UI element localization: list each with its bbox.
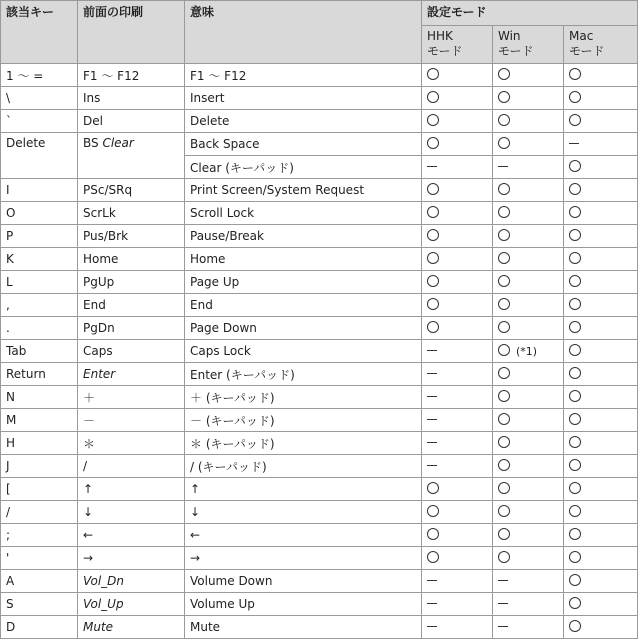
cell-hhk bbox=[422, 593, 493, 616]
cell-hhk bbox=[422, 340, 493, 363]
cell-printed: / bbox=[78, 455, 185, 478]
header-setting-mode: 設定モード bbox=[422, 1, 638, 26]
table-row bbox=[1, 386, 638, 409]
circle-icon bbox=[569, 183, 581, 195]
printed-italic: Clear bbox=[98, 136, 134, 150]
circle-icon bbox=[569, 206, 581, 218]
cell-mac bbox=[564, 570, 638, 593]
cell-key: ` bbox=[1, 110, 78, 133]
cell-hhk bbox=[422, 570, 493, 593]
cell-printed bbox=[78, 593, 185, 616]
cell-meaning: Volume Up bbox=[185, 593, 422, 616]
circle-icon bbox=[427, 528, 439, 540]
cell-mac bbox=[564, 179, 638, 202]
table-row bbox=[1, 202, 638, 225]
dash-icon bbox=[427, 465, 437, 466]
circle-icon bbox=[569, 229, 581, 241]
cell-win bbox=[493, 179, 564, 202]
cell-mac bbox=[564, 87, 638, 110]
printed-italic: Mute bbox=[83, 620, 114, 634]
cell-win bbox=[493, 386, 564, 409]
cell-mac bbox=[564, 524, 638, 547]
cell-key: K bbox=[1, 248, 78, 271]
cell-win bbox=[493, 87, 564, 110]
cell-mac bbox=[564, 317, 638, 340]
circle-icon bbox=[569, 528, 581, 540]
cell-mac bbox=[564, 593, 638, 616]
cell-win bbox=[493, 478, 564, 501]
circle-icon bbox=[569, 252, 581, 264]
cell-meaning: / (キーパッド) bbox=[185, 455, 422, 478]
circle-icon bbox=[427, 206, 439, 218]
circle-icon bbox=[569, 367, 581, 379]
cell-meaning: Home bbox=[185, 248, 422, 271]
circle-icon bbox=[427, 551, 439, 563]
dash-icon bbox=[427, 442, 437, 443]
circle-icon bbox=[427, 321, 439, 333]
circle-icon bbox=[498, 344, 510, 356]
cell-meaning: End bbox=[185, 294, 422, 317]
cell-mac bbox=[564, 478, 638, 501]
header-mode-hhk bbox=[422, 26, 493, 64]
cell-key: I bbox=[1, 179, 78, 202]
cell-mac bbox=[564, 363, 638, 386]
dash-icon bbox=[427, 419, 437, 420]
cell-printed: ↓ bbox=[78, 501, 185, 524]
circle-icon bbox=[569, 275, 581, 287]
cell-win bbox=[493, 340, 564, 363]
cell-meaning: → bbox=[185, 547, 422, 570]
table-row bbox=[1, 524, 638, 547]
dash-icon bbox=[427, 580, 437, 581]
dash-icon bbox=[498, 166, 508, 167]
circle-icon bbox=[427, 275, 439, 287]
table-row bbox=[1, 110, 638, 133]
cell-meaning: Page Up bbox=[185, 271, 422, 294]
table-row bbox=[1, 340, 638, 363]
cell-meaning: F1 〜 F12 bbox=[185, 64, 422, 87]
mode-name: Win bbox=[498, 29, 521, 43]
cell-printed: ScrLk bbox=[78, 202, 185, 225]
cell-printed: BS Clear bbox=[78, 133, 185, 179]
cell-hhk bbox=[422, 202, 493, 225]
cell-mac bbox=[564, 432, 638, 455]
cell-meaning: Volume Down bbox=[185, 570, 422, 593]
cell-hhk bbox=[422, 179, 493, 202]
circle-icon bbox=[498, 505, 510, 517]
header-printed: 前面の印刷 bbox=[78, 1, 185, 64]
cell-printed bbox=[78, 363, 185, 386]
cell-win bbox=[493, 64, 564, 87]
cell-printed: ← bbox=[78, 524, 185, 547]
cell-meaning: － (キーパッド) bbox=[185, 409, 422, 432]
dash-icon bbox=[427, 396, 437, 397]
cell-printed: PgDn bbox=[78, 317, 185, 340]
table-body bbox=[1, 64, 638, 639]
cell-mac bbox=[564, 616, 638, 639]
cell-hhk bbox=[422, 455, 493, 478]
cell-key: \ bbox=[1, 87, 78, 110]
cell-win bbox=[493, 271, 564, 294]
cell-win bbox=[493, 225, 564, 248]
cell-mac bbox=[564, 547, 638, 570]
cell-printed: Home bbox=[78, 248, 185, 271]
cell-win bbox=[493, 432, 564, 455]
cell-key: J bbox=[1, 455, 78, 478]
dash-icon bbox=[498, 603, 508, 604]
circle-icon bbox=[498, 551, 510, 563]
circle-icon bbox=[498, 183, 510, 195]
cell-key: [ bbox=[1, 478, 78, 501]
cell-printed: → bbox=[78, 547, 185, 570]
circle-icon bbox=[498, 413, 510, 425]
circle-icon bbox=[498, 436, 510, 448]
mode-sub: モード bbox=[569, 44, 605, 58]
table-row bbox=[1, 593, 638, 616]
cell-key: Tab bbox=[1, 340, 78, 363]
dash-icon bbox=[498, 580, 508, 581]
circle-icon bbox=[427, 505, 439, 517]
cell-printed: ↑ bbox=[78, 478, 185, 501]
cell-mac bbox=[564, 133, 638, 156]
cell-mac bbox=[564, 455, 638, 478]
cell-key: Delete bbox=[1, 133, 78, 179]
cell-meaning: ↓ bbox=[185, 501, 422, 524]
cell-hhk bbox=[422, 524, 493, 547]
circle-icon bbox=[498, 137, 510, 149]
circle-icon bbox=[498, 275, 510, 287]
cell-hhk bbox=[422, 432, 493, 455]
table-row bbox=[1, 317, 638, 340]
cell-mac bbox=[564, 271, 638, 294]
dash-icon bbox=[427, 350, 437, 351]
cell-key: ' bbox=[1, 547, 78, 570]
header-mode-win bbox=[493, 26, 564, 64]
cell-key: L bbox=[1, 271, 78, 294]
cell-meaning: Insert bbox=[185, 87, 422, 110]
cell-hhk bbox=[422, 87, 493, 110]
dash-icon bbox=[569, 143, 579, 144]
circle-icon bbox=[569, 413, 581, 425]
cell-meaning: ＋ (キーパッド) bbox=[185, 386, 422, 409]
cell-mac bbox=[564, 202, 638, 225]
header-key: 該当キー bbox=[1, 1, 78, 64]
cell-mac bbox=[564, 501, 638, 524]
cell-meaning: Scroll Lock bbox=[185, 202, 422, 225]
cell-mac bbox=[564, 340, 638, 363]
cell-meaning: Back Space bbox=[185, 133, 422, 156]
cell-key: P bbox=[1, 225, 78, 248]
circle-icon bbox=[427, 298, 439, 310]
cell-win bbox=[493, 133, 564, 156]
footnote-ref: (*1) bbox=[516, 345, 538, 358]
circle-icon bbox=[427, 68, 439, 80]
circle-icon bbox=[427, 183, 439, 195]
circle-icon bbox=[427, 137, 439, 149]
circle-icon bbox=[569, 620, 581, 632]
cell-hhk bbox=[422, 317, 493, 340]
table-row bbox=[1, 455, 638, 478]
mode-sub: モード bbox=[427, 44, 463, 58]
table-row bbox=[1, 547, 638, 570]
cell-hhk bbox=[422, 64, 493, 87]
circle-icon bbox=[569, 321, 581, 333]
cell-hhk bbox=[422, 478, 493, 501]
cell-win bbox=[493, 616, 564, 639]
table-row bbox=[1, 570, 638, 593]
circle-icon bbox=[569, 597, 581, 609]
cell-key: ; bbox=[1, 524, 78, 547]
cell-printed bbox=[78, 616, 185, 639]
table-header bbox=[1, 1, 638, 64]
circle-icon bbox=[498, 298, 510, 310]
cell-hhk bbox=[422, 616, 493, 639]
circle-icon bbox=[427, 114, 439, 126]
table-row bbox=[1, 133, 638, 156]
cell-win bbox=[493, 317, 564, 340]
table-row bbox=[1, 501, 638, 524]
circle-icon bbox=[498, 91, 510, 103]
cell-win bbox=[493, 593, 564, 616]
cell-win bbox=[493, 248, 564, 271]
cell-printed: ＋ bbox=[78, 386, 185, 409]
cell-win bbox=[493, 110, 564, 133]
circle-icon bbox=[498, 252, 510, 264]
circle-icon bbox=[498, 390, 510, 402]
table-row bbox=[1, 294, 638, 317]
circle-icon bbox=[498, 229, 510, 241]
cell-printed: ＊ bbox=[78, 432, 185, 455]
table-row bbox=[1, 616, 638, 639]
cell-mac bbox=[564, 64, 638, 87]
table-row bbox=[1, 409, 638, 432]
cell-printed: Caps bbox=[78, 340, 185, 363]
dash-icon bbox=[427, 603, 437, 604]
mode-sub: モード bbox=[498, 44, 534, 58]
cell-key: M bbox=[1, 409, 78, 432]
cell-mac bbox=[564, 156, 638, 179]
table-row bbox=[1, 87, 638, 110]
cell-key: N bbox=[1, 386, 78, 409]
cell-key: H bbox=[1, 432, 78, 455]
cell-hhk bbox=[422, 294, 493, 317]
cell-printed: End bbox=[78, 294, 185, 317]
cell-meaning: Print Screen/System Request bbox=[185, 179, 422, 202]
cell-hhk bbox=[422, 271, 493, 294]
circle-icon bbox=[569, 459, 581, 471]
circle-icon bbox=[569, 390, 581, 402]
cell-win bbox=[493, 409, 564, 432]
cell-printed: Ins bbox=[78, 87, 185, 110]
circle-icon bbox=[569, 91, 581, 103]
cell-hhk bbox=[422, 409, 493, 432]
circle-icon bbox=[498, 528, 510, 540]
cell-win bbox=[493, 202, 564, 225]
cell-key: S bbox=[1, 593, 78, 616]
cell-hhk bbox=[422, 225, 493, 248]
cell-meaning: Caps Lock bbox=[185, 340, 422, 363]
mode-name: HHK bbox=[427, 29, 453, 43]
cell-win bbox=[493, 501, 564, 524]
table-row bbox=[1, 64, 638, 87]
cell-mac bbox=[564, 225, 638, 248]
cell-win bbox=[493, 547, 564, 570]
circle-icon bbox=[498, 114, 510, 126]
table-row bbox=[1, 225, 638, 248]
cell-win bbox=[493, 156, 564, 179]
circle-icon bbox=[498, 68, 510, 80]
circle-icon bbox=[569, 114, 581, 126]
header-mode-mac bbox=[564, 26, 638, 64]
cell-hhk bbox=[422, 133, 493, 156]
cell-printed: － bbox=[78, 409, 185, 432]
cell-mac bbox=[564, 248, 638, 271]
cell-key: O bbox=[1, 202, 78, 225]
cell-meaning: Clear (キーパッド) bbox=[185, 156, 422, 179]
cell-meaning: ＊ (キーパッド) bbox=[185, 432, 422, 455]
header-meaning: 意味 bbox=[185, 1, 422, 64]
cell-win bbox=[493, 455, 564, 478]
printed-italic: Enter bbox=[83, 367, 116, 381]
cell-hhk bbox=[422, 156, 493, 179]
cell-key: A bbox=[1, 570, 78, 593]
circle-icon bbox=[569, 344, 581, 356]
cell-printed: F1 〜 F12 bbox=[78, 64, 185, 87]
circle-icon bbox=[427, 252, 439, 264]
cell-hhk bbox=[422, 248, 493, 271]
circle-icon bbox=[498, 459, 510, 471]
cell-hhk bbox=[422, 501, 493, 524]
table-row bbox=[1, 432, 638, 455]
printed-italic: Vol_Dn bbox=[83, 574, 125, 588]
circle-icon bbox=[569, 482, 581, 494]
cell-key: . bbox=[1, 317, 78, 340]
circle-icon bbox=[569, 68, 581, 80]
cell-printed bbox=[78, 570, 185, 593]
dash-icon bbox=[427, 626, 437, 627]
cell-printed: PSc/SRq bbox=[78, 179, 185, 202]
printed-italic: Vol_Up bbox=[83, 597, 124, 611]
cell-key: D bbox=[1, 616, 78, 639]
cell-win bbox=[493, 294, 564, 317]
cell-printed: Pus/Brk bbox=[78, 225, 185, 248]
cell-mac bbox=[564, 294, 638, 317]
cell-key: 1 〜 = bbox=[1, 64, 78, 87]
cell-mac bbox=[564, 409, 638, 432]
cell-meaning: Page Down bbox=[185, 317, 422, 340]
cell-meaning: Pause/Break bbox=[185, 225, 422, 248]
circle-icon bbox=[427, 91, 439, 103]
cell-hhk bbox=[422, 110, 493, 133]
cell-win bbox=[493, 363, 564, 386]
dash-icon bbox=[498, 626, 508, 627]
cell-hhk bbox=[422, 363, 493, 386]
circle-icon bbox=[498, 482, 510, 494]
cell-meaning: ← bbox=[185, 524, 422, 547]
dash-icon bbox=[427, 373, 437, 374]
cell-meaning: ↑ bbox=[185, 478, 422, 501]
cell-meaning: Delete bbox=[185, 110, 422, 133]
circle-icon bbox=[427, 482, 439, 494]
cell-printed: Del bbox=[78, 110, 185, 133]
table-row bbox=[1, 363, 638, 386]
cell-mac bbox=[564, 110, 638, 133]
mode-name: Mac bbox=[569, 29, 594, 43]
cell-key: Return bbox=[1, 363, 78, 386]
circle-icon bbox=[427, 229, 439, 241]
cell-meaning: Mute bbox=[185, 616, 422, 639]
table-row bbox=[1, 271, 638, 294]
table-row bbox=[1, 478, 638, 501]
circle-icon bbox=[569, 505, 581, 517]
cell-key: / bbox=[1, 501, 78, 524]
cell-meaning: Enter (キーパッド) bbox=[185, 363, 422, 386]
circle-icon bbox=[569, 574, 581, 586]
cell-hhk bbox=[422, 386, 493, 409]
circle-icon bbox=[569, 298, 581, 310]
circle-icon bbox=[498, 367, 510, 379]
table-row bbox=[1, 179, 638, 202]
circle-icon bbox=[498, 206, 510, 218]
circle-icon bbox=[569, 551, 581, 563]
circle-icon bbox=[569, 160, 581, 172]
cell-win bbox=[493, 524, 564, 547]
table-row bbox=[1, 248, 638, 271]
cell-printed: PgUp bbox=[78, 271, 185, 294]
cell-win bbox=[493, 570, 564, 593]
cell-hhk bbox=[422, 547, 493, 570]
cell-key: , bbox=[1, 294, 78, 317]
circle-icon bbox=[569, 436, 581, 448]
cell-mac bbox=[564, 386, 638, 409]
dash-icon bbox=[427, 166, 437, 167]
circle-icon bbox=[498, 321, 510, 333]
